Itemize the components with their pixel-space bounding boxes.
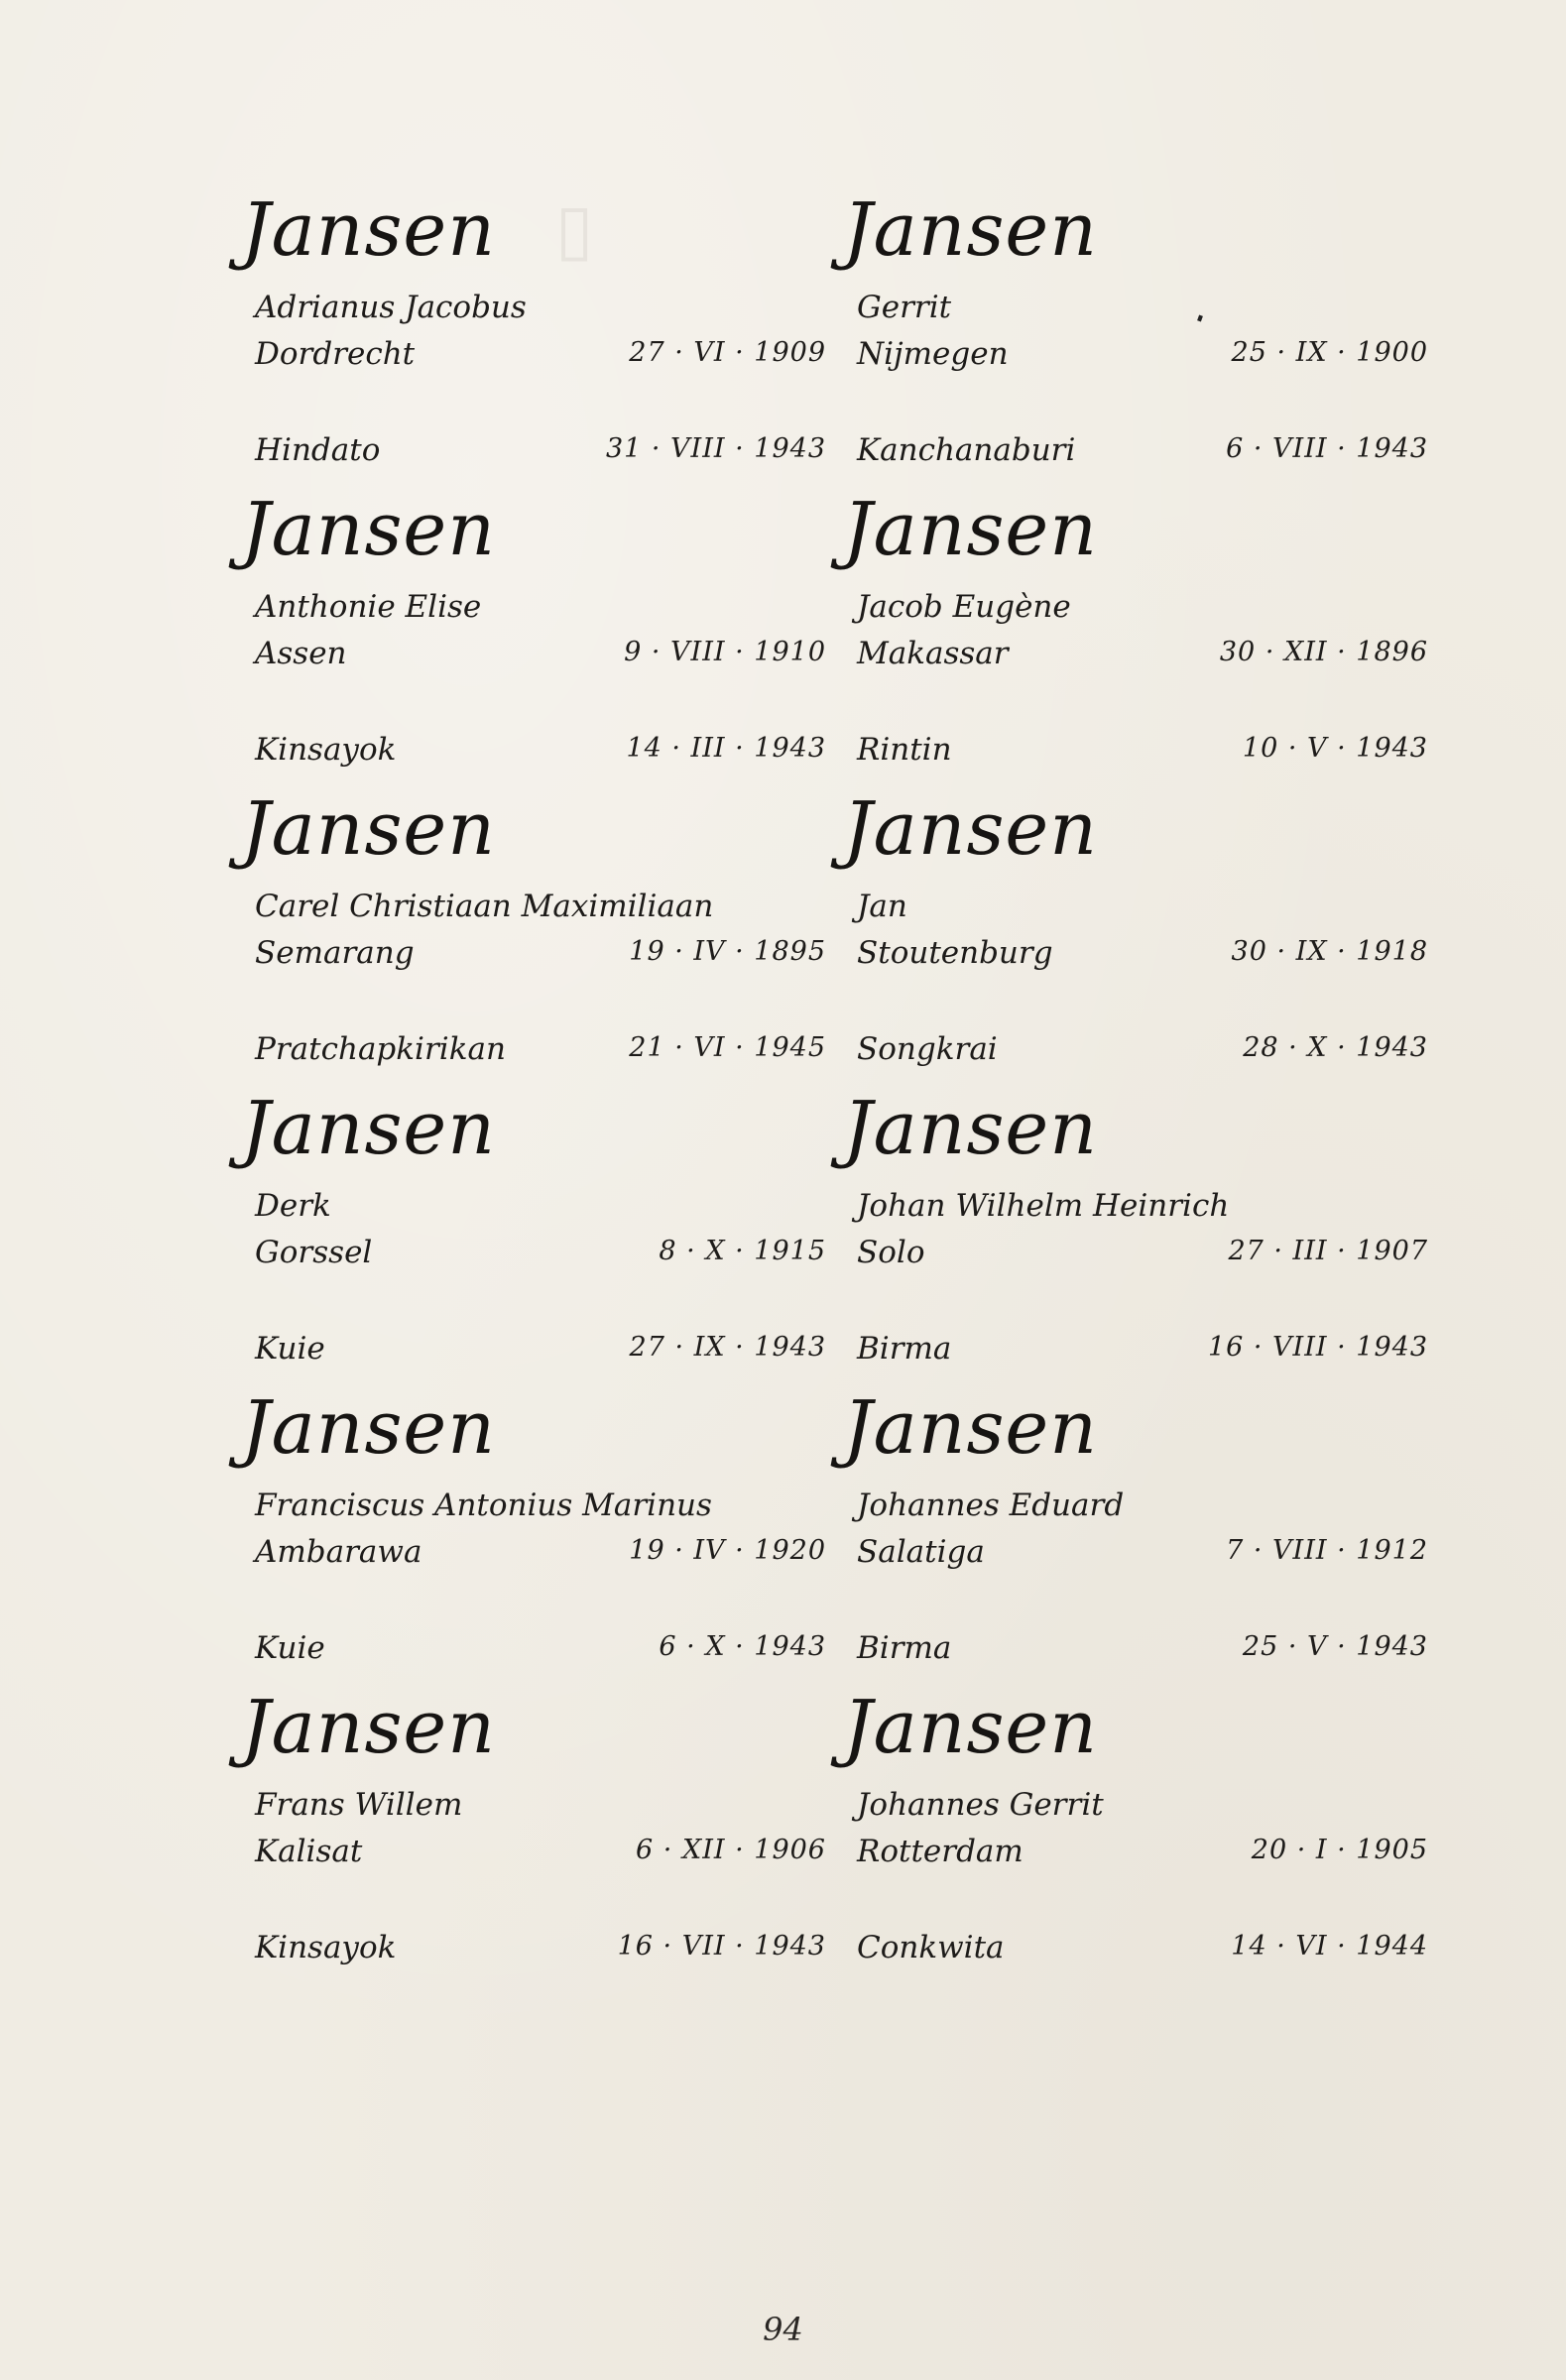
birthplace: Assen <box>255 636 347 671</box>
birth-line <box>857 1235 1458 1270</box>
surname-heading: Jansen <box>241 1685 496 1770</box>
death-date: 14 · VI · 1944 <box>1231 1931 1428 1962</box>
birth-date: 8 · X · 1915 <box>659 1236 826 1266</box>
deathplace: Rintin <box>857 732 952 768</box>
birthplace: Dordrecht <box>255 336 416 372</box>
name-entry <box>843 487 1458 792</box>
death-date: 16 · VII · 1943 <box>617 1931 826 1962</box>
birth-date: 7 · VIII · 1912 <box>1226 1535 1428 1566</box>
deathplace: Birma <box>857 1630 952 1666</box>
birthplace: Solo <box>857 1235 925 1270</box>
surname-heading: Jansen <box>241 1385 496 1471</box>
surname-heading: Jansen <box>843 1385 1098 1471</box>
given-names: Johannes Gerrit <box>857 1787 1104 1823</box>
death-date: 6 · VIII · 1943 <box>1226 433 1428 464</box>
birthplace: Ambarawa <box>255 1534 422 1570</box>
death-line <box>255 1630 856 1666</box>
birth-line <box>255 1834 856 1869</box>
given-names: Derk <box>255 1188 331 1224</box>
birth-date: 19 · IV · 1895 <box>629 936 826 967</box>
death-line <box>857 1031 1458 1067</box>
birthplace: Makassar <box>857 636 1009 671</box>
deathplace: Kuie <box>255 1630 325 1666</box>
birth-line <box>857 1534 1458 1570</box>
death-line <box>255 1930 856 1965</box>
bleed-through-texture: ▯ <box>555 188 594 270</box>
surname-heading: Jansen <box>843 786 1098 872</box>
surname-heading: Jansen <box>843 1086 1098 1171</box>
surname-heading: Jansen <box>241 187 496 273</box>
death-date: 14 · III · 1943 <box>626 733 826 764</box>
deathplace: Songkrai <box>857 1031 998 1067</box>
deathplace: Kanchanaburi <box>857 432 1076 468</box>
birth-date: 27 · III · 1907 <box>1228 1236 1428 1266</box>
birth-line <box>857 336 1458 372</box>
name-entry <box>241 1385 856 1691</box>
death-date: 28 · X · 1943 <box>1243 1032 1428 1063</box>
birth-date: 6 · XII · 1906 <box>636 1835 826 1865</box>
deathplace: Pratchapkirikan <box>255 1031 506 1067</box>
birth-line <box>255 1534 856 1570</box>
death-date: 25 · V · 1943 <box>1242 1631 1428 1662</box>
death-line <box>857 1630 1458 1666</box>
right-column <box>843 187 1458 1990</box>
given-names: Franciscus Antonius Marinus <box>255 1488 712 1523</box>
name-entry <box>843 1385 1458 1691</box>
birth-date: 20 · I · 1905 <box>1251 1835 1428 1865</box>
given-names: Anthonie Elise <box>255 589 482 625</box>
name-entry <box>843 187 1458 493</box>
given-names: Gerrit <box>857 290 952 325</box>
death-line <box>255 1031 856 1067</box>
birth-line <box>857 636 1458 671</box>
surname-heading: Jansen <box>843 487 1098 572</box>
given-names: Johan Wilhelm Heinrich <box>857 1188 1230 1224</box>
page-number: 94 <box>763 2311 803 2348</box>
birthplace: Gorssel <box>255 1235 373 1270</box>
deathplace: Conkwita <box>857 1930 1005 1965</box>
birth-line <box>255 1235 856 1270</box>
death-date: 10 · V · 1943 <box>1242 733 1428 764</box>
death-date: 31 · VIII · 1943 <box>605 433 826 464</box>
birth-date: 9 · VIII · 1910 <box>624 637 826 667</box>
death-line <box>255 432 856 468</box>
deathplace: Kuie <box>255 1331 325 1367</box>
birth-line <box>255 336 856 372</box>
name-entry <box>843 1685 1458 1990</box>
birth-date: 30 · IX · 1918 <box>1231 936 1428 967</box>
surname-heading: Jansen <box>241 786 496 872</box>
deathplace: Birma <box>857 1331 952 1367</box>
surname-heading: Jansen <box>843 1685 1098 1770</box>
birthplace: Semarang <box>255 935 415 971</box>
name-entry <box>241 487 856 792</box>
birthplace: Stoutenburg <box>857 935 1053 971</box>
deathplace: Kinsayok <box>255 1930 397 1965</box>
given-names: Adrianus Jacobus <box>255 290 527 325</box>
death-date: 16 · VIII · 1943 <box>1207 1332 1428 1363</box>
death-date: 6 · X · 1943 <box>659 1631 826 1662</box>
birthplace: Nijmegen <box>857 336 1009 372</box>
birth-line <box>255 935 856 971</box>
death-line <box>857 1930 1458 1965</box>
birth-date: 19 · IV · 1920 <box>629 1535 826 1566</box>
given-names: Jan <box>857 889 907 924</box>
given-names: Frans Willem <box>255 1787 463 1823</box>
death-line <box>255 732 856 768</box>
birth-line <box>255 636 856 671</box>
death-line <box>857 432 1458 468</box>
surname-heading: Jansen <box>241 1086 496 1171</box>
name-entry <box>241 187 856 493</box>
birthplace: Salatiga <box>857 1534 985 1570</box>
left-column <box>241 187 856 1990</box>
name-entry <box>241 786 856 1092</box>
birthplace: Rotterdam <box>857 1834 1024 1869</box>
birth-date: 27 · VI · 1909 <box>629 337 826 368</box>
death-date: 27 · IX · 1943 <box>629 1332 826 1363</box>
death-line <box>255 1331 856 1367</box>
death-line <box>857 732 1458 768</box>
birth-line <box>857 935 1458 971</box>
birth-date: 30 · XII · 1896 <box>1219 637 1428 667</box>
birth-date: 25 · IX · 1900 <box>1231 337 1428 368</box>
given-names: Carel Christiaan Maximiliaan <box>255 889 714 924</box>
death-line <box>857 1331 1458 1367</box>
birth-line <box>857 1834 1458 1869</box>
name-entry <box>241 1086 856 1391</box>
birthplace: Kalisat <box>255 1834 363 1869</box>
name-entry <box>843 786 1458 1092</box>
given-names: Jacob Eugène <box>857 589 1071 625</box>
death-date: 21 · VI · 1945 <box>629 1032 826 1063</box>
surname-heading: Jansen <box>843 187 1098 273</box>
name-entry <box>843 1086 1458 1391</box>
surname-heading: Jansen <box>241 487 496 572</box>
given-names: Johannes Eduard <box>857 1488 1125 1523</box>
deathplace: Hindato <box>255 432 381 468</box>
name-entry <box>241 1685 856 1990</box>
deathplace: Kinsayok <box>255 732 397 768</box>
